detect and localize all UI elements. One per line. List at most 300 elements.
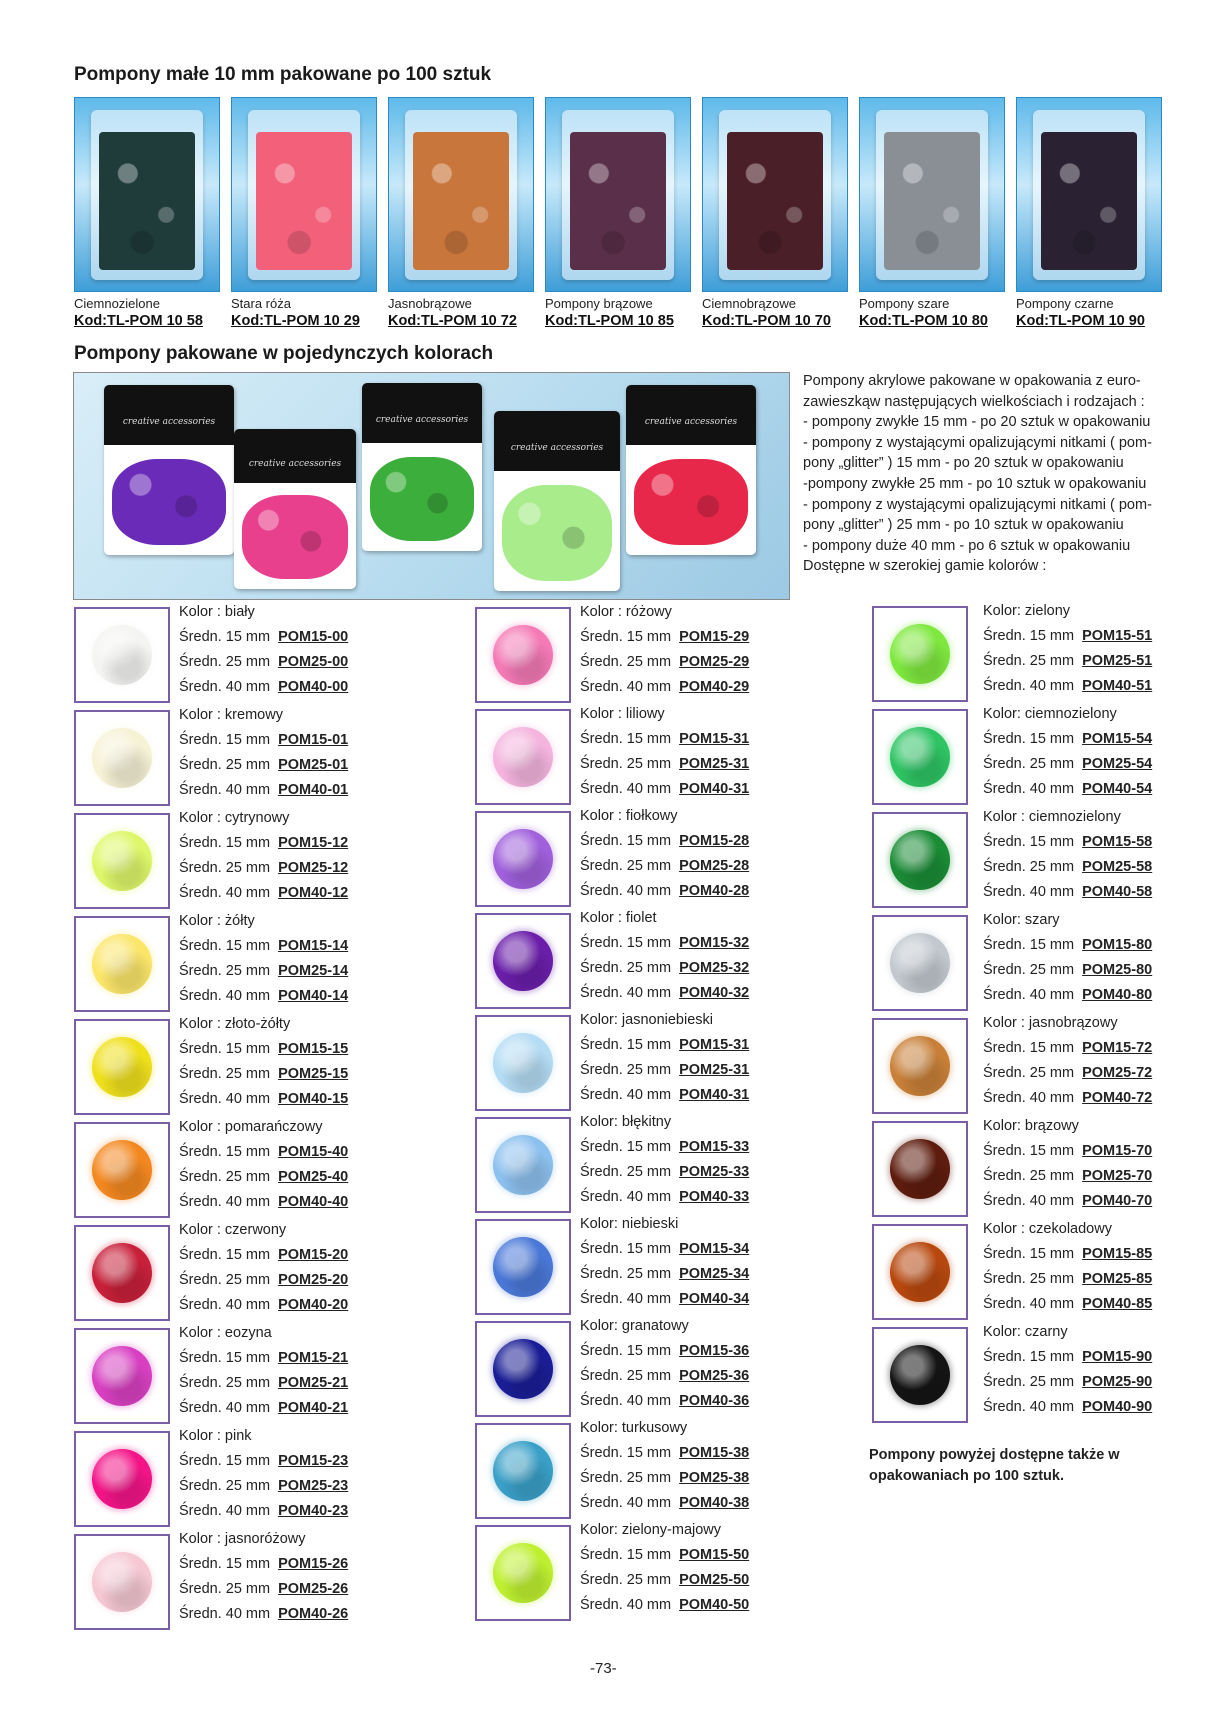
product-code: POM15-21 bbox=[278, 1350, 349, 1366]
size-label: Średn. 25 mm bbox=[983, 1271, 1075, 1287]
product-code: POM25-90 bbox=[1082, 1374, 1153, 1390]
product-code: POM40-29 bbox=[679, 679, 750, 695]
pack-photo bbox=[1016, 97, 1162, 292]
bag-icon bbox=[719, 110, 831, 280]
color-swatch bbox=[872, 1018, 968, 1114]
pack-color-name: Pompony szare bbox=[859, 296, 950, 311]
size-label: Średn. 40 mm bbox=[179, 1194, 271, 1210]
product-code: POM15-26 bbox=[278, 1556, 349, 1572]
size-row bbox=[580, 829, 749, 854]
product-code: POM40-90 bbox=[1082, 1399, 1153, 1415]
color-entry bbox=[580, 600, 749, 700]
size-row bbox=[580, 1593, 749, 1618]
product-code: POM25-33 bbox=[679, 1164, 750, 1180]
description-line: pony „glitter” ) 25 mm - po 10 sztuk w opakowaniu bbox=[803, 517, 1124, 534]
color-swatch bbox=[475, 1117, 571, 1213]
size-label: Średn. 25 mm bbox=[983, 962, 1075, 978]
size-row bbox=[983, 624, 1152, 649]
pompon-icon bbox=[493, 727, 553, 787]
pack-color-name: Ciemnobrązowe bbox=[702, 296, 796, 311]
bag-icon bbox=[876, 110, 988, 280]
description-line: pony „glitter” ) 15 mm - po 20 sztuk w opakowaniu bbox=[803, 455, 1124, 472]
color-entry bbox=[179, 1115, 348, 1215]
size-label: Średn. 25 mm bbox=[580, 1164, 672, 1180]
size-label: Średn. 40 mm bbox=[580, 985, 672, 1001]
product-code: POM15-23 bbox=[278, 1453, 349, 1469]
pompon-icon bbox=[493, 829, 553, 889]
size-row bbox=[179, 753, 348, 778]
pompon-icon bbox=[890, 933, 950, 993]
product-code: POM40-80 bbox=[1082, 987, 1153, 1003]
size-row bbox=[580, 1339, 749, 1364]
pompon-icon bbox=[92, 1243, 152, 1303]
size-label: Średn. 15 mm bbox=[580, 833, 672, 849]
size-label: Średn. 15 mm bbox=[580, 1547, 672, 1563]
pack-code: Kod:TL-POM 10 85 bbox=[545, 313, 674, 329]
size-label: Średn. 15 mm bbox=[179, 1556, 271, 1572]
product-code: POM15-40 bbox=[278, 1144, 349, 1160]
color-label: Kolor : ciemnozielony bbox=[983, 809, 1121, 825]
size-row bbox=[580, 1237, 749, 1262]
size-label: Średn. 25 mm bbox=[179, 1375, 271, 1391]
size-label: Średn. 15 mm bbox=[179, 835, 271, 851]
color-label: Kolor : eozyna bbox=[179, 1325, 272, 1341]
product-code: POM15-29 bbox=[679, 629, 750, 645]
size-label: Średn. 25 mm bbox=[179, 654, 271, 670]
color-label: Kolor : pink bbox=[179, 1428, 252, 1444]
size-row bbox=[580, 931, 749, 956]
pack-photo bbox=[702, 97, 848, 292]
description-line: - pompony duże 40 mm - po 6 sztuk w opakowaniu bbox=[803, 537, 1131, 554]
pack-photo bbox=[231, 97, 377, 292]
color-entry bbox=[580, 702, 749, 802]
color-label: Kolor: jasnoniebieski bbox=[580, 1012, 713, 1028]
color-swatch bbox=[74, 1328, 170, 1424]
color-swatch bbox=[872, 1224, 968, 1320]
size-label: Średn. 25 mm bbox=[983, 1065, 1075, 1081]
size-row bbox=[983, 1242, 1152, 1267]
product-code: POM40-12 bbox=[278, 885, 349, 901]
size-label: Średn. 25 mm bbox=[580, 1470, 672, 1486]
size-label: Średn. 25 mm bbox=[179, 1581, 271, 1597]
size-label: Średn. 15 mm bbox=[983, 1143, 1075, 1159]
color-swatch bbox=[475, 1525, 571, 1621]
color-swatch bbox=[475, 1015, 571, 1111]
size-row bbox=[179, 881, 348, 906]
size-label: Średn. 15 mm bbox=[179, 629, 271, 645]
size-row bbox=[983, 880, 1152, 905]
banner-card-red: creative accessories bbox=[626, 385, 756, 555]
product-code: POM15-28 bbox=[679, 833, 750, 849]
size-label: Średn. 15 mm bbox=[580, 1241, 672, 1257]
color-label: Kolor: ciemnozielony bbox=[983, 706, 1117, 722]
product-code: POM25-01 bbox=[278, 757, 349, 773]
pompon-cluster-green bbox=[370, 457, 474, 541]
size-label: Średn. 15 mm bbox=[179, 938, 271, 954]
size-row bbox=[179, 1243, 348, 1268]
size-row bbox=[580, 1033, 749, 1058]
color-label: Kolor : cytrynowy bbox=[179, 810, 290, 826]
color-entry bbox=[179, 1321, 348, 1421]
product-code: POM15-85 bbox=[1082, 1246, 1153, 1262]
color-swatch bbox=[74, 916, 170, 1012]
size-row bbox=[580, 1058, 749, 1083]
color-swatch bbox=[74, 1534, 170, 1630]
size-row bbox=[179, 1474, 348, 1499]
product-code: POM40-31 bbox=[679, 1087, 750, 1103]
product-code: POM40-00 bbox=[278, 679, 349, 695]
availability-note: Pompony powyżej dostępne także w opakowaniach po 100 sztuk. bbox=[869, 1447, 1120, 1484]
size-label: Średn. 25 mm bbox=[179, 757, 271, 773]
pack-code: Kod:TL-POM 10 58 bbox=[74, 313, 203, 329]
pack-color-name: Stara róża bbox=[231, 296, 291, 311]
size-row bbox=[580, 777, 749, 802]
size-label: Średn. 15 mm bbox=[179, 1247, 271, 1263]
size-label: Średn. 15 mm bbox=[580, 731, 672, 747]
color-label: Kolor : fiolet bbox=[580, 910, 657, 926]
size-row bbox=[983, 1189, 1152, 1214]
pompon-icon bbox=[890, 727, 950, 787]
size-row bbox=[983, 1086, 1152, 1111]
product-code: POM25-51 bbox=[1082, 653, 1153, 669]
pompon-icon bbox=[493, 1441, 553, 1501]
color-label: Kolor: niebieski bbox=[580, 1216, 679, 1232]
size-label: Średn. 25 mm bbox=[179, 1169, 271, 1185]
size-row bbox=[179, 1140, 348, 1165]
bag-icon bbox=[248, 110, 360, 280]
pompon-icon bbox=[92, 1346, 152, 1406]
pompon-icon bbox=[92, 1037, 152, 1097]
pompon-cluster-pink bbox=[242, 495, 348, 579]
size-label: Średn. 40 mm bbox=[179, 679, 271, 695]
color-entry bbox=[179, 909, 348, 1009]
pack-color-name: Ciemnozielone bbox=[74, 296, 160, 311]
color-label: Kolor : jasnoróżowy bbox=[179, 1531, 306, 1547]
color-entry bbox=[983, 1217, 1152, 1317]
pompon-icon bbox=[493, 1033, 553, 1093]
size-row bbox=[983, 983, 1152, 1008]
size-row bbox=[983, 1139, 1152, 1164]
product-code: POM25-26 bbox=[278, 1581, 349, 1597]
product-code: POM40-23 bbox=[278, 1503, 349, 1519]
size-row bbox=[580, 956, 749, 981]
product-code: POM15-54 bbox=[1082, 731, 1153, 747]
bag-icon bbox=[405, 110, 517, 280]
pompon-icon bbox=[493, 1543, 553, 1603]
color-label: Kolor: zielony bbox=[983, 603, 1071, 619]
product-code: POM25-23 bbox=[278, 1478, 349, 1494]
product-code: POM15-58 bbox=[1082, 834, 1153, 850]
size-label: Średn. 25 mm bbox=[580, 1368, 672, 1384]
product-code: POM25-70 bbox=[1082, 1168, 1153, 1184]
size-label: Średn. 40 mm bbox=[983, 1296, 1075, 1312]
size-row bbox=[580, 1543, 749, 1568]
color-label: Kolor: błękitny bbox=[580, 1114, 672, 1130]
product-code: POM15-15 bbox=[278, 1041, 349, 1057]
color-label: Kolor: granatowy bbox=[580, 1318, 689, 1334]
pack-photo bbox=[388, 97, 534, 292]
pompon-cluster-red bbox=[634, 459, 748, 545]
color-label: Kolor : liliowy bbox=[580, 706, 665, 722]
pompon-icon bbox=[493, 931, 553, 991]
pack-color-name: Pompony czarne bbox=[1016, 296, 1114, 311]
banner-card-green: creative accessories bbox=[362, 383, 482, 551]
product-code: POM25-15 bbox=[278, 1066, 349, 1082]
packaging-description bbox=[803, 371, 1173, 577]
section-title-small-pompons: Pompony małe 10 mm pakowane po 100 sztuk bbox=[74, 64, 492, 85]
color-swatch bbox=[74, 1019, 170, 1115]
product-code: POM15-36 bbox=[679, 1343, 750, 1359]
pack-code: Kod:TL-POM 10 29 bbox=[231, 313, 360, 329]
color-swatch bbox=[74, 607, 170, 703]
pompon-icon bbox=[890, 624, 950, 684]
pompon-cluster-purple bbox=[112, 459, 226, 545]
product-code: POM15-01 bbox=[278, 732, 349, 748]
color-entry bbox=[580, 1212, 749, 1312]
size-label: Średn. 25 mm bbox=[580, 756, 672, 772]
product-code: POM25-36 bbox=[679, 1368, 750, 1384]
size-label: Średn. 25 mm bbox=[179, 860, 271, 876]
pompon-icon bbox=[92, 625, 152, 685]
color-swatch bbox=[475, 709, 571, 805]
color-label: Kolor: szary bbox=[983, 912, 1060, 928]
size-row bbox=[983, 1267, 1152, 1292]
color-entry bbox=[983, 599, 1152, 699]
size-label: Średn. 25 mm bbox=[983, 653, 1075, 669]
color-swatch bbox=[74, 1122, 170, 1218]
size-row bbox=[179, 1268, 348, 1293]
product-code: POM40-34 bbox=[679, 1291, 750, 1307]
banner-card-purple: creative accessories bbox=[104, 385, 234, 555]
color-entry bbox=[983, 702, 1152, 802]
product-code: POM25-20 bbox=[278, 1272, 349, 1288]
size-label: Średn. 15 mm bbox=[580, 1139, 672, 1155]
size-row bbox=[983, 1345, 1152, 1370]
size-row bbox=[983, 727, 1152, 752]
size-label: Średn. 40 mm bbox=[179, 1400, 271, 1416]
color-label: Kolor: turkusowy bbox=[580, 1420, 688, 1436]
pompon-icon bbox=[92, 1552, 152, 1612]
product-code: POM25-31 bbox=[679, 1062, 750, 1078]
color-swatch bbox=[74, 1225, 170, 1321]
size-row bbox=[580, 1135, 749, 1160]
size-label: Średn. 15 mm bbox=[580, 1445, 672, 1461]
size-label: Średn. 25 mm bbox=[580, 654, 672, 670]
product-code: POM25-38 bbox=[679, 1470, 750, 1486]
size-label: Średn. 15 mm bbox=[983, 937, 1075, 953]
size-row bbox=[179, 1371, 348, 1396]
product-code: POM15-70 bbox=[1082, 1143, 1153, 1159]
size-row bbox=[179, 1552, 348, 1577]
size-label: Średn. 40 mm bbox=[983, 678, 1075, 694]
color-entry bbox=[179, 1527, 348, 1627]
size-label: Średn. 25 mm bbox=[580, 1572, 672, 1588]
size-label: Średn. 25 mm bbox=[580, 960, 672, 976]
size-label: Średn. 15 mm bbox=[580, 1343, 672, 1359]
pompon-icon bbox=[92, 1140, 152, 1200]
product-code: POM15-32 bbox=[679, 935, 750, 951]
size-label: Średn. 25 mm bbox=[179, 963, 271, 979]
size-row bbox=[179, 1087, 348, 1112]
color-swatch bbox=[475, 607, 571, 703]
color-label: Kolor : jasnobrązowy bbox=[983, 1015, 1118, 1031]
size-label: Średn. 40 mm bbox=[179, 1297, 271, 1313]
size-row bbox=[179, 1037, 348, 1062]
product-code: POM25-40 bbox=[278, 1169, 349, 1185]
description-line: Pompony akrylowe pakowane w opakowania z euro- bbox=[803, 373, 1141, 389]
size-row bbox=[580, 1185, 749, 1210]
color-label: Kolor : złoto-żółty bbox=[179, 1016, 291, 1032]
size-label: Średn. 40 mm bbox=[179, 988, 271, 1004]
color-entry bbox=[179, 806, 348, 906]
size-row bbox=[580, 1160, 749, 1185]
pompon-icon bbox=[890, 1036, 950, 1096]
product-code: POM25-29 bbox=[679, 654, 750, 670]
product-code: POM25-58 bbox=[1082, 859, 1153, 875]
size-label: Średn. 15 mm bbox=[580, 1037, 672, 1053]
product-code: POM40-70 bbox=[1082, 1193, 1153, 1209]
pack-code: Kod:TL-POM 10 80 bbox=[859, 313, 988, 329]
pack-code: Kod:TL-POM 10 72 bbox=[388, 313, 517, 329]
color-swatch bbox=[872, 1327, 968, 1423]
size-row bbox=[983, 830, 1152, 855]
size-label: Średn. 15 mm bbox=[983, 1349, 1075, 1365]
product-code: POM15-31 bbox=[679, 1037, 750, 1053]
size-label: Średn. 15 mm bbox=[179, 1350, 271, 1366]
product-code: POM40-15 bbox=[278, 1091, 349, 1107]
size-row bbox=[179, 1396, 348, 1421]
size-row bbox=[983, 958, 1152, 983]
size-label: Średn. 40 mm bbox=[580, 1291, 672, 1307]
color-entry bbox=[983, 1320, 1152, 1420]
size-row bbox=[179, 728, 348, 753]
size-row bbox=[179, 984, 348, 1009]
pack-photo bbox=[859, 97, 1005, 292]
bag-icon bbox=[562, 110, 674, 280]
section-title-single-colors: Pompony pakowane w pojedynczych kolorach bbox=[74, 343, 494, 364]
color-entry bbox=[983, 908, 1152, 1008]
size-label: Średn. 40 mm bbox=[983, 884, 1075, 900]
product-code: POM15-80 bbox=[1082, 937, 1153, 953]
description-line: - pompony z wystającymi opalizującymi nitkami ( pom- bbox=[803, 434, 1152, 451]
pack-color-name: Pompony brązowe bbox=[545, 296, 653, 311]
color-entry bbox=[179, 1218, 348, 1318]
size-row bbox=[580, 1262, 749, 1287]
product-code: POM15-33 bbox=[679, 1139, 750, 1155]
color-entry bbox=[580, 1416, 749, 1516]
size-label: Średn. 15 mm bbox=[580, 935, 672, 951]
color-swatch bbox=[872, 812, 968, 908]
size-row bbox=[983, 1164, 1152, 1189]
size-row bbox=[179, 1190, 348, 1215]
color-entry bbox=[179, 1424, 348, 1524]
pack-photo bbox=[545, 97, 691, 292]
product-code: POM25-00 bbox=[278, 654, 349, 670]
product-code: POM15-72 bbox=[1082, 1040, 1153, 1056]
color-label: Kolor : różowy bbox=[580, 604, 672, 620]
size-row bbox=[580, 1466, 749, 1491]
product-code: POM15-38 bbox=[679, 1445, 750, 1461]
color-entry bbox=[580, 1314, 749, 1414]
size-row bbox=[179, 625, 348, 650]
size-label: Średn. 40 mm bbox=[179, 1606, 271, 1622]
product-code: POM15-12 bbox=[278, 835, 349, 851]
banner-card-pink: creative accessories bbox=[234, 429, 356, 589]
size-row bbox=[983, 1061, 1152, 1086]
size-label: Średn. 15 mm bbox=[983, 1040, 1075, 1056]
color-entry bbox=[580, 1110, 749, 1210]
color-entry bbox=[983, 805, 1152, 905]
color-swatch bbox=[74, 710, 170, 806]
product-code: POM40-21 bbox=[278, 1400, 349, 1416]
size-row bbox=[179, 1449, 348, 1474]
product-code: POM15-34 bbox=[679, 1241, 750, 1257]
product-code: POM25-34 bbox=[679, 1266, 750, 1282]
page-number: -73- bbox=[590, 1660, 617, 1677]
size-row bbox=[179, 1499, 348, 1524]
product-code: POM40-33 bbox=[679, 1189, 750, 1205]
size-row bbox=[983, 933, 1152, 958]
size-row bbox=[179, 934, 348, 959]
size-row bbox=[983, 1395, 1152, 1420]
size-label: Średn. 40 mm bbox=[983, 1193, 1075, 1209]
size-row bbox=[580, 625, 749, 650]
size-label: Średn. 15 mm bbox=[179, 732, 271, 748]
product-code: POM40-28 bbox=[679, 883, 750, 899]
description-line: -pompony zwykłe 25 mm - po 10 sztuk w opakowaniu bbox=[803, 475, 1147, 492]
size-row bbox=[179, 1577, 348, 1602]
color-swatch bbox=[475, 811, 571, 907]
product-code: POM15-14 bbox=[278, 938, 349, 954]
size-row bbox=[983, 752, 1152, 777]
size-row bbox=[179, 831, 348, 856]
packaging-banner bbox=[73, 372, 790, 600]
size-row bbox=[179, 959, 348, 984]
color-swatch bbox=[475, 1423, 571, 1519]
size-label: Średn. 15 mm bbox=[983, 628, 1075, 644]
color-entry bbox=[580, 1518, 749, 1618]
product-code: POM40-14 bbox=[278, 988, 349, 1004]
product-code: POM25-12 bbox=[278, 860, 349, 876]
color-swatch bbox=[74, 813, 170, 909]
size-label: Średn. 40 mm bbox=[179, 782, 271, 798]
size-row bbox=[580, 752, 749, 777]
size-label: Średn. 40 mm bbox=[983, 1090, 1075, 1106]
pack-color-name: Jasnobrązowe bbox=[388, 296, 472, 311]
pompon-icon bbox=[493, 625, 553, 685]
size-row bbox=[179, 856, 348, 881]
color-entry bbox=[580, 906, 749, 1006]
color-label: Kolor : fiołkowy bbox=[580, 808, 678, 824]
product-code: POM25-21 bbox=[278, 1375, 349, 1391]
color-entry bbox=[179, 1012, 348, 1112]
size-row bbox=[983, 1036, 1152, 1061]
size-label: Średn. 15 mm bbox=[179, 1453, 271, 1469]
bag-icon bbox=[1033, 110, 1145, 280]
product-code: POM15-20 bbox=[278, 1247, 349, 1263]
color-swatch bbox=[872, 915, 968, 1011]
size-label: Średn. 15 mm bbox=[983, 1246, 1075, 1262]
product-code: POM40-72 bbox=[1082, 1090, 1153, 1106]
pack-code: Kod:TL-POM 10 90 bbox=[1016, 313, 1145, 329]
size-label: Średn. 40 mm bbox=[179, 1503, 271, 1519]
product-code: POM25-14 bbox=[278, 963, 349, 979]
size-label: Średn. 40 mm bbox=[580, 883, 672, 899]
color-entry bbox=[179, 703, 348, 803]
size-row bbox=[983, 777, 1152, 802]
color-swatch bbox=[74, 1431, 170, 1527]
size-label: Średn. 40 mm bbox=[179, 885, 271, 901]
